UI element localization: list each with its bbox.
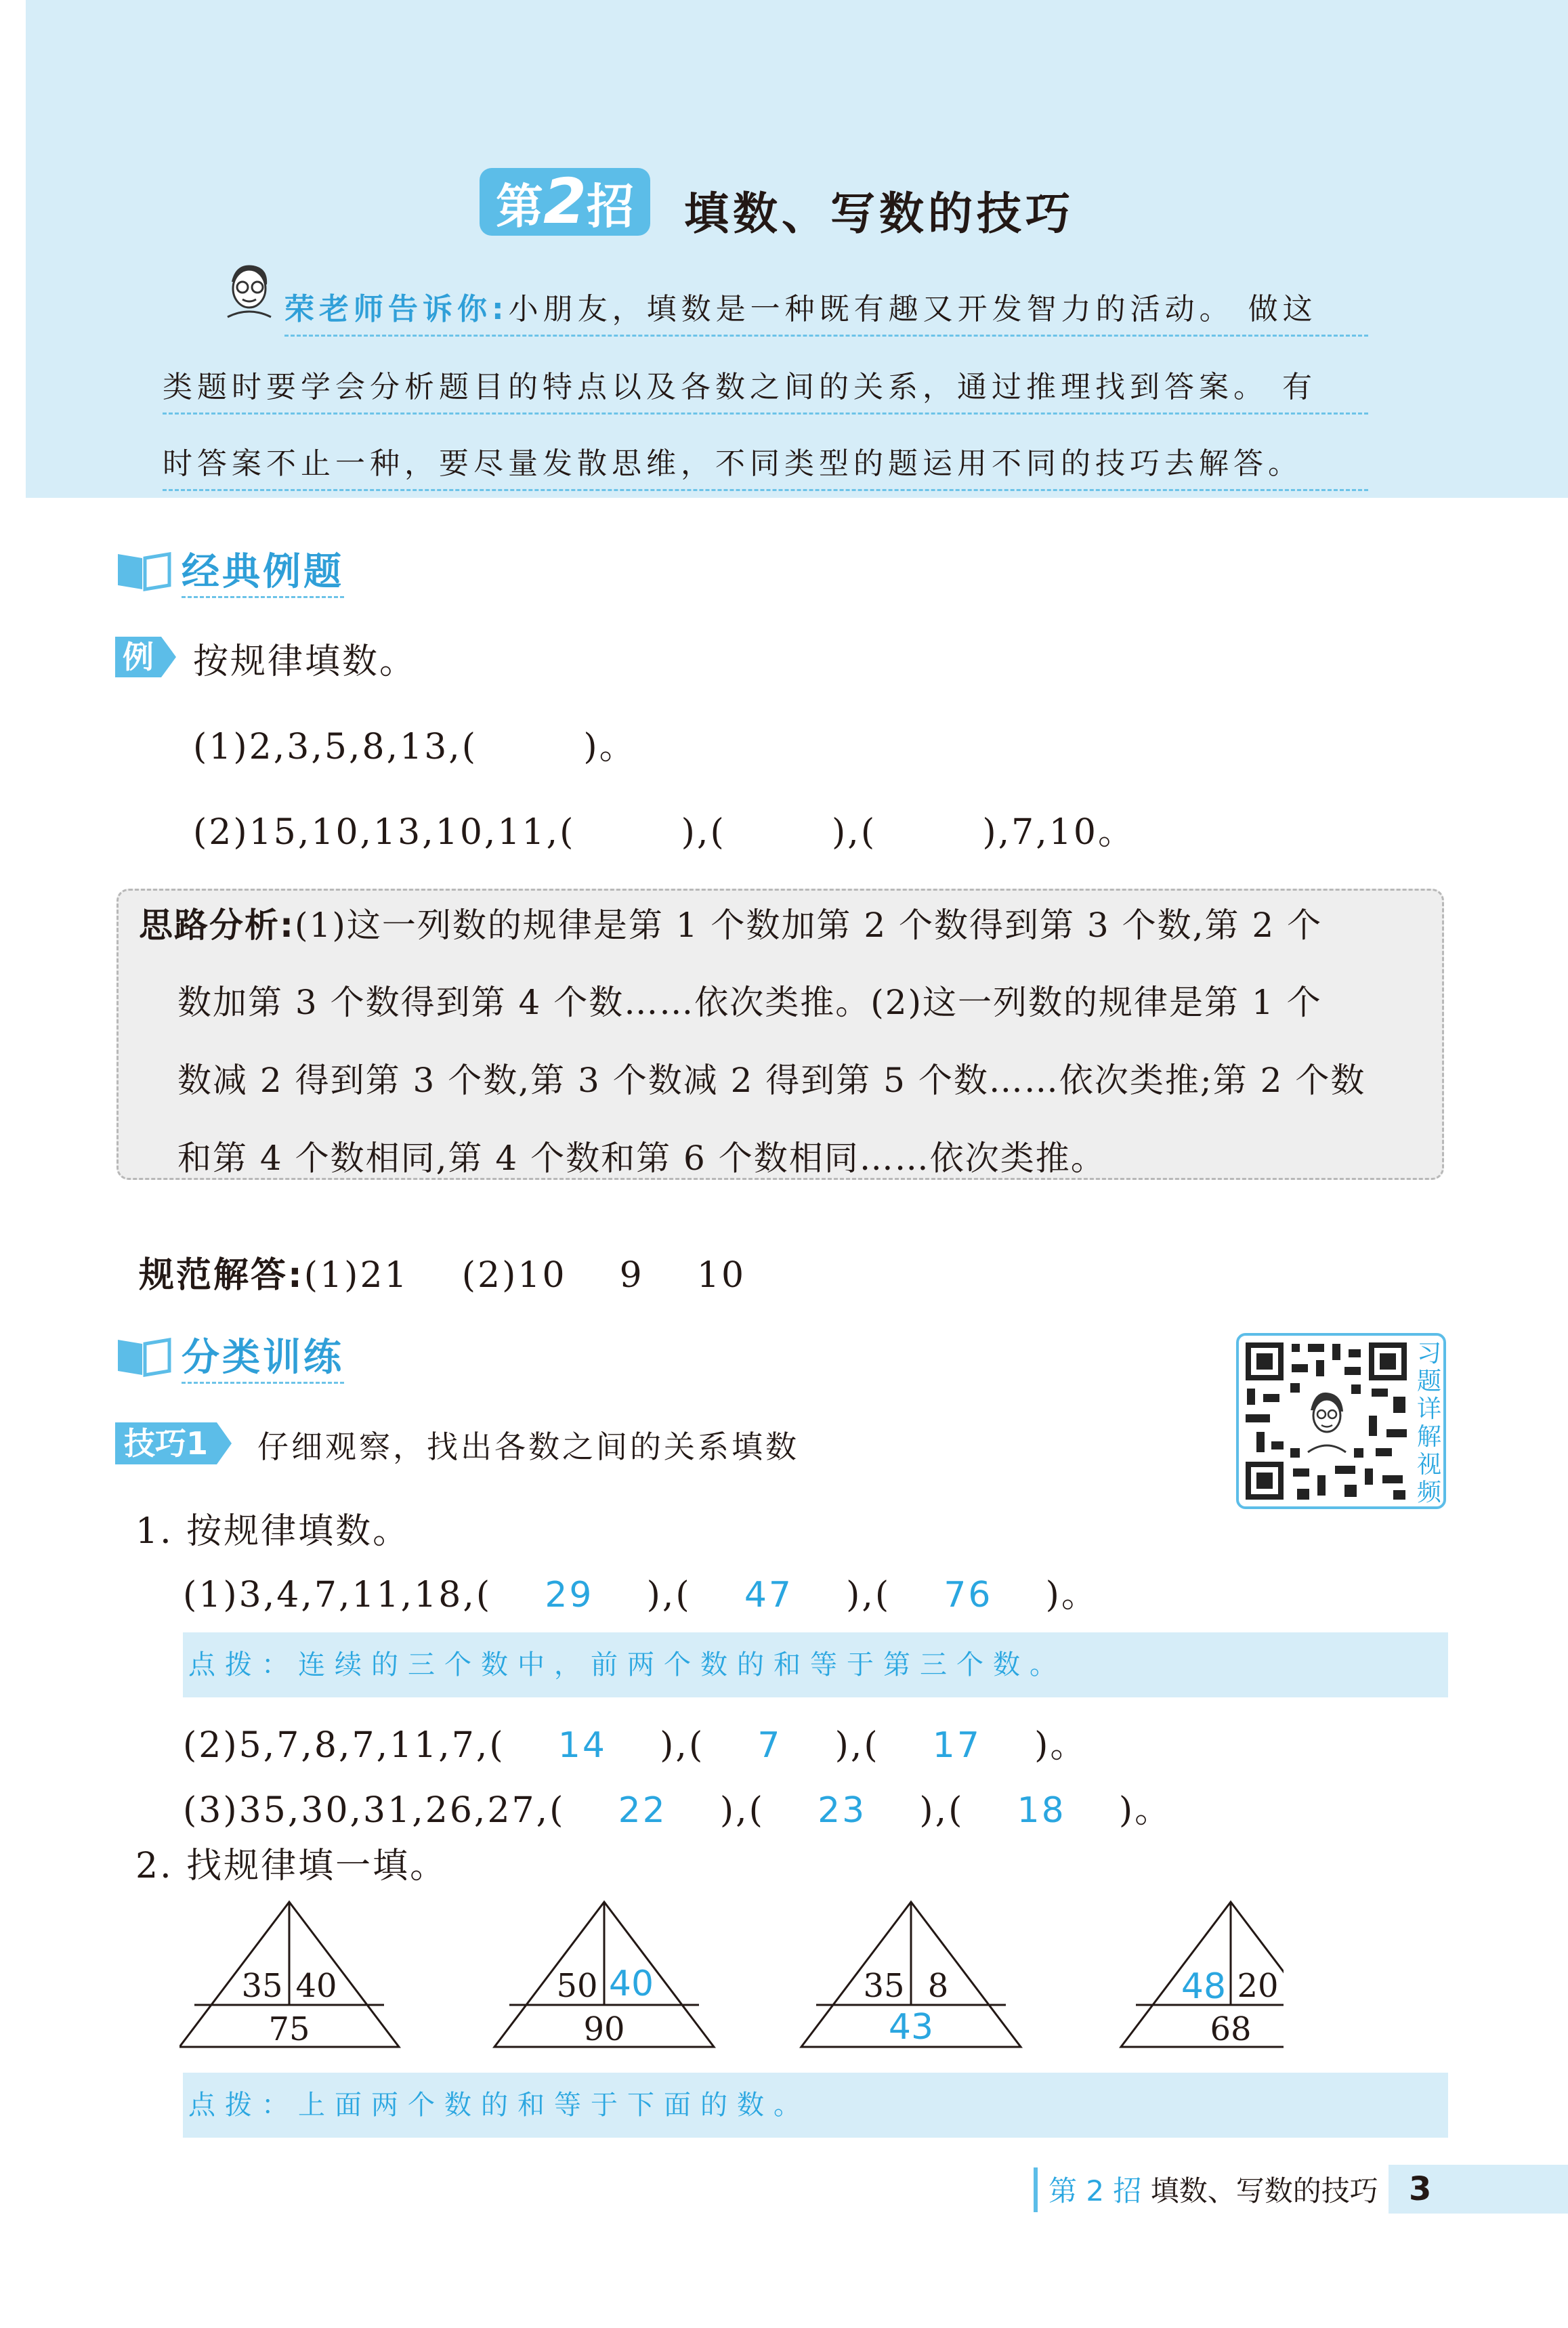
answer-label: 规范解答:	[139, 1255, 304, 1296]
problem-1-row-2: (2)5,7,8,7,11,7,( 14 ),( 7 ),( 17 )。	[183, 1725, 1088, 1766]
triangle-4	[1121, 1902, 1284, 2048]
triangle-answer-value: 48	[1181, 1966, 1227, 2007]
answer-value: 7	[757, 1725, 782, 1766]
qr-label-char: 频	[1417, 1479, 1442, 1506]
footer-title: 填数、写数的技巧	[1141, 2174, 1378, 2207]
header-background	[26, 0, 1568, 498]
triangle-2	[494, 1902, 714, 2048]
triangle-left-value: 35	[863, 1967, 905, 2005]
answer-value: 17	[932, 1725, 981, 1766]
analysis-text-1: (1)这一列数的规律是第 1 个数加第 2 个数得到第 3 个数,第 2 个	[295, 906, 1323, 945]
section-heading-examples	[115, 542, 344, 598]
row-prefix: (1)3,4,7,11,18,(	[183, 1575, 492, 1615]
hint-box-2: 点拨：上面两个数的和等于下面的数。	[183, 2073, 1448, 2138]
chapter-badge-post: 招	[587, 179, 634, 234]
example-badge: 例	[115, 637, 161, 677]
analysis-line-1	[139, 898, 1322, 947]
triangle-1	[179, 1902, 399, 2048]
qr-label-char: 习	[1417, 1340, 1442, 1368]
skill-tag-arrow	[217, 1422, 232, 1464]
answer-value: 76	[944, 1575, 993, 1615]
triangle-right-value: 20	[1237, 1967, 1279, 2005]
triangle-3	[801, 1902, 1021, 2048]
qr-label-char: 解	[1417, 1423, 1442, 1451]
answer-value: 14	[557, 1725, 608, 1766]
triangle-left-value: 50	[556, 1967, 598, 2005]
triangle-right-value: 40	[295, 1967, 337, 2005]
triangle-bottom-value: 75	[268, 2010, 310, 2048]
problem-1-row-3: (3)35,30,31,26,27,( 22 ),( 23 ),( 18 )。	[183, 1790, 1172, 1831]
footer-text	[1048, 2169, 1378, 2209]
example-prompt: 按规律填数。	[193, 641, 417, 682]
section-title-training: 分类训练	[182, 1328, 344, 1384]
analysis-line-4: 和第 4 个数相同,第 4 个数和第 6 个数相同……依次类推。	[177, 1139, 1106, 1178]
answer-value: 18	[1017, 1790, 1066, 1831]
section-title-examples: 经典例题	[182, 542, 344, 598]
teacher-avatar-icon	[222, 261, 276, 322]
qr-label-char: 视	[1417, 1451, 1442, 1479]
skill-tag: 技巧1	[115, 1422, 217, 1464]
chapter-title: 填数、写数的技巧	[684, 188, 1074, 240]
skill-title: 仔细观察，找出各数之间的关系填数	[257, 1428, 799, 1465]
triangles-figure	[179, 1897, 1284, 2059]
answer-text: (1)21 (2)10 9 10	[303, 1255, 746, 1296]
example-question-2: (2)15,10,13,10,11,( ),( ),( ),7,10。	[193, 812, 1135, 853]
intro-line-3: 时答案不止一种，要尽量发散思维，不同类型的题运用不同的技巧去解答。	[163, 439, 1368, 491]
qr-label	[1417, 1340, 1441, 1506]
answer-value: 22	[618, 1790, 667, 1831]
book-icon	[115, 549, 172, 592]
hint-box-1: 点拨：连续的三个数中，前两个数的和等于第三个数。	[183, 1632, 1448, 1697]
qr-label-char: 题	[1417, 1368, 1442, 1395]
qr-code-icon[interactable]	[1243, 1340, 1410, 1502]
intro-line-1	[284, 284, 1368, 337]
row-prefix: (3)35,30,31,26,27,(	[183, 1790, 566, 1831]
chapter-badge-number: 2	[543, 165, 587, 238]
book-icon	[115, 1334, 172, 1378]
footer-chapter: 第 2 招	[1048, 2174, 1142, 2207]
triangle-answer-value: 43	[888, 2007, 934, 2048]
problem-1-row-1: (1)3,4,7,11,18,( 29 ),( 47 ),( 76 )。	[183, 1575, 1099, 1615]
answer-line	[139, 1246, 746, 1297]
answer-value: 47	[744, 1575, 793, 1615]
intro-text-1: 小朋友，填数是一种既有趣又开发智力的活动。 做这	[508, 292, 1317, 326]
analysis-line-2: 数加第 3 个数得到第 4 个数……依次类推。(2)这一列数的规律是第 1 个	[177, 983, 1322, 1022]
triangle-answer-value: 40	[608, 1964, 654, 2004]
triangle-row	[179, 1897, 1284, 2059]
section-heading-training	[115, 1328, 344, 1384]
triangle-left-value: 35	[241, 1967, 283, 2005]
triangle-right-value: 8	[927, 1967, 949, 2005]
chapter-badge	[480, 165, 650, 238]
intro-line-2: 类题时要学会分析题目的特点以及各数之间的关系，通过推理找到答案。 有	[163, 362, 1368, 415]
triangle-bottom-value: 68	[1210, 2010, 1252, 2048]
row-prefix: (2)5,7,8,7,11,7,(	[183, 1725, 505, 1766]
analysis-label: 思路分析:	[139, 906, 295, 945]
answer-value: 23	[818, 1790, 867, 1831]
answer-value: 29	[545, 1575, 594, 1615]
qr-label-char: 详	[1417, 1395, 1442, 1423]
footer-bar	[1034, 2167, 1038, 2212]
analysis-line-3: 数减 2 得到第 3 个数,第 3 个数减 2 得到第 5 个数……依次类推;第 2 个数	[177, 1061, 1366, 1100]
problem-2-title: 2. 找规律填一填。	[135, 1846, 448, 1886]
problem-1-title: 1. 按规律填数。	[135, 1511, 410, 1552]
triangle-bottom-value: 90	[583, 2010, 625, 2048]
example-badge-arrow	[161, 637, 176, 677]
teacher-label: 荣老师告诉你:	[284, 292, 509, 326]
page-number: 3	[1389, 2165, 1568, 2214]
chapter-badge-pre: 第	[495, 179, 543, 234]
example-question-1: (1)2,3,5,8,13,( )。	[193, 727, 637, 767]
